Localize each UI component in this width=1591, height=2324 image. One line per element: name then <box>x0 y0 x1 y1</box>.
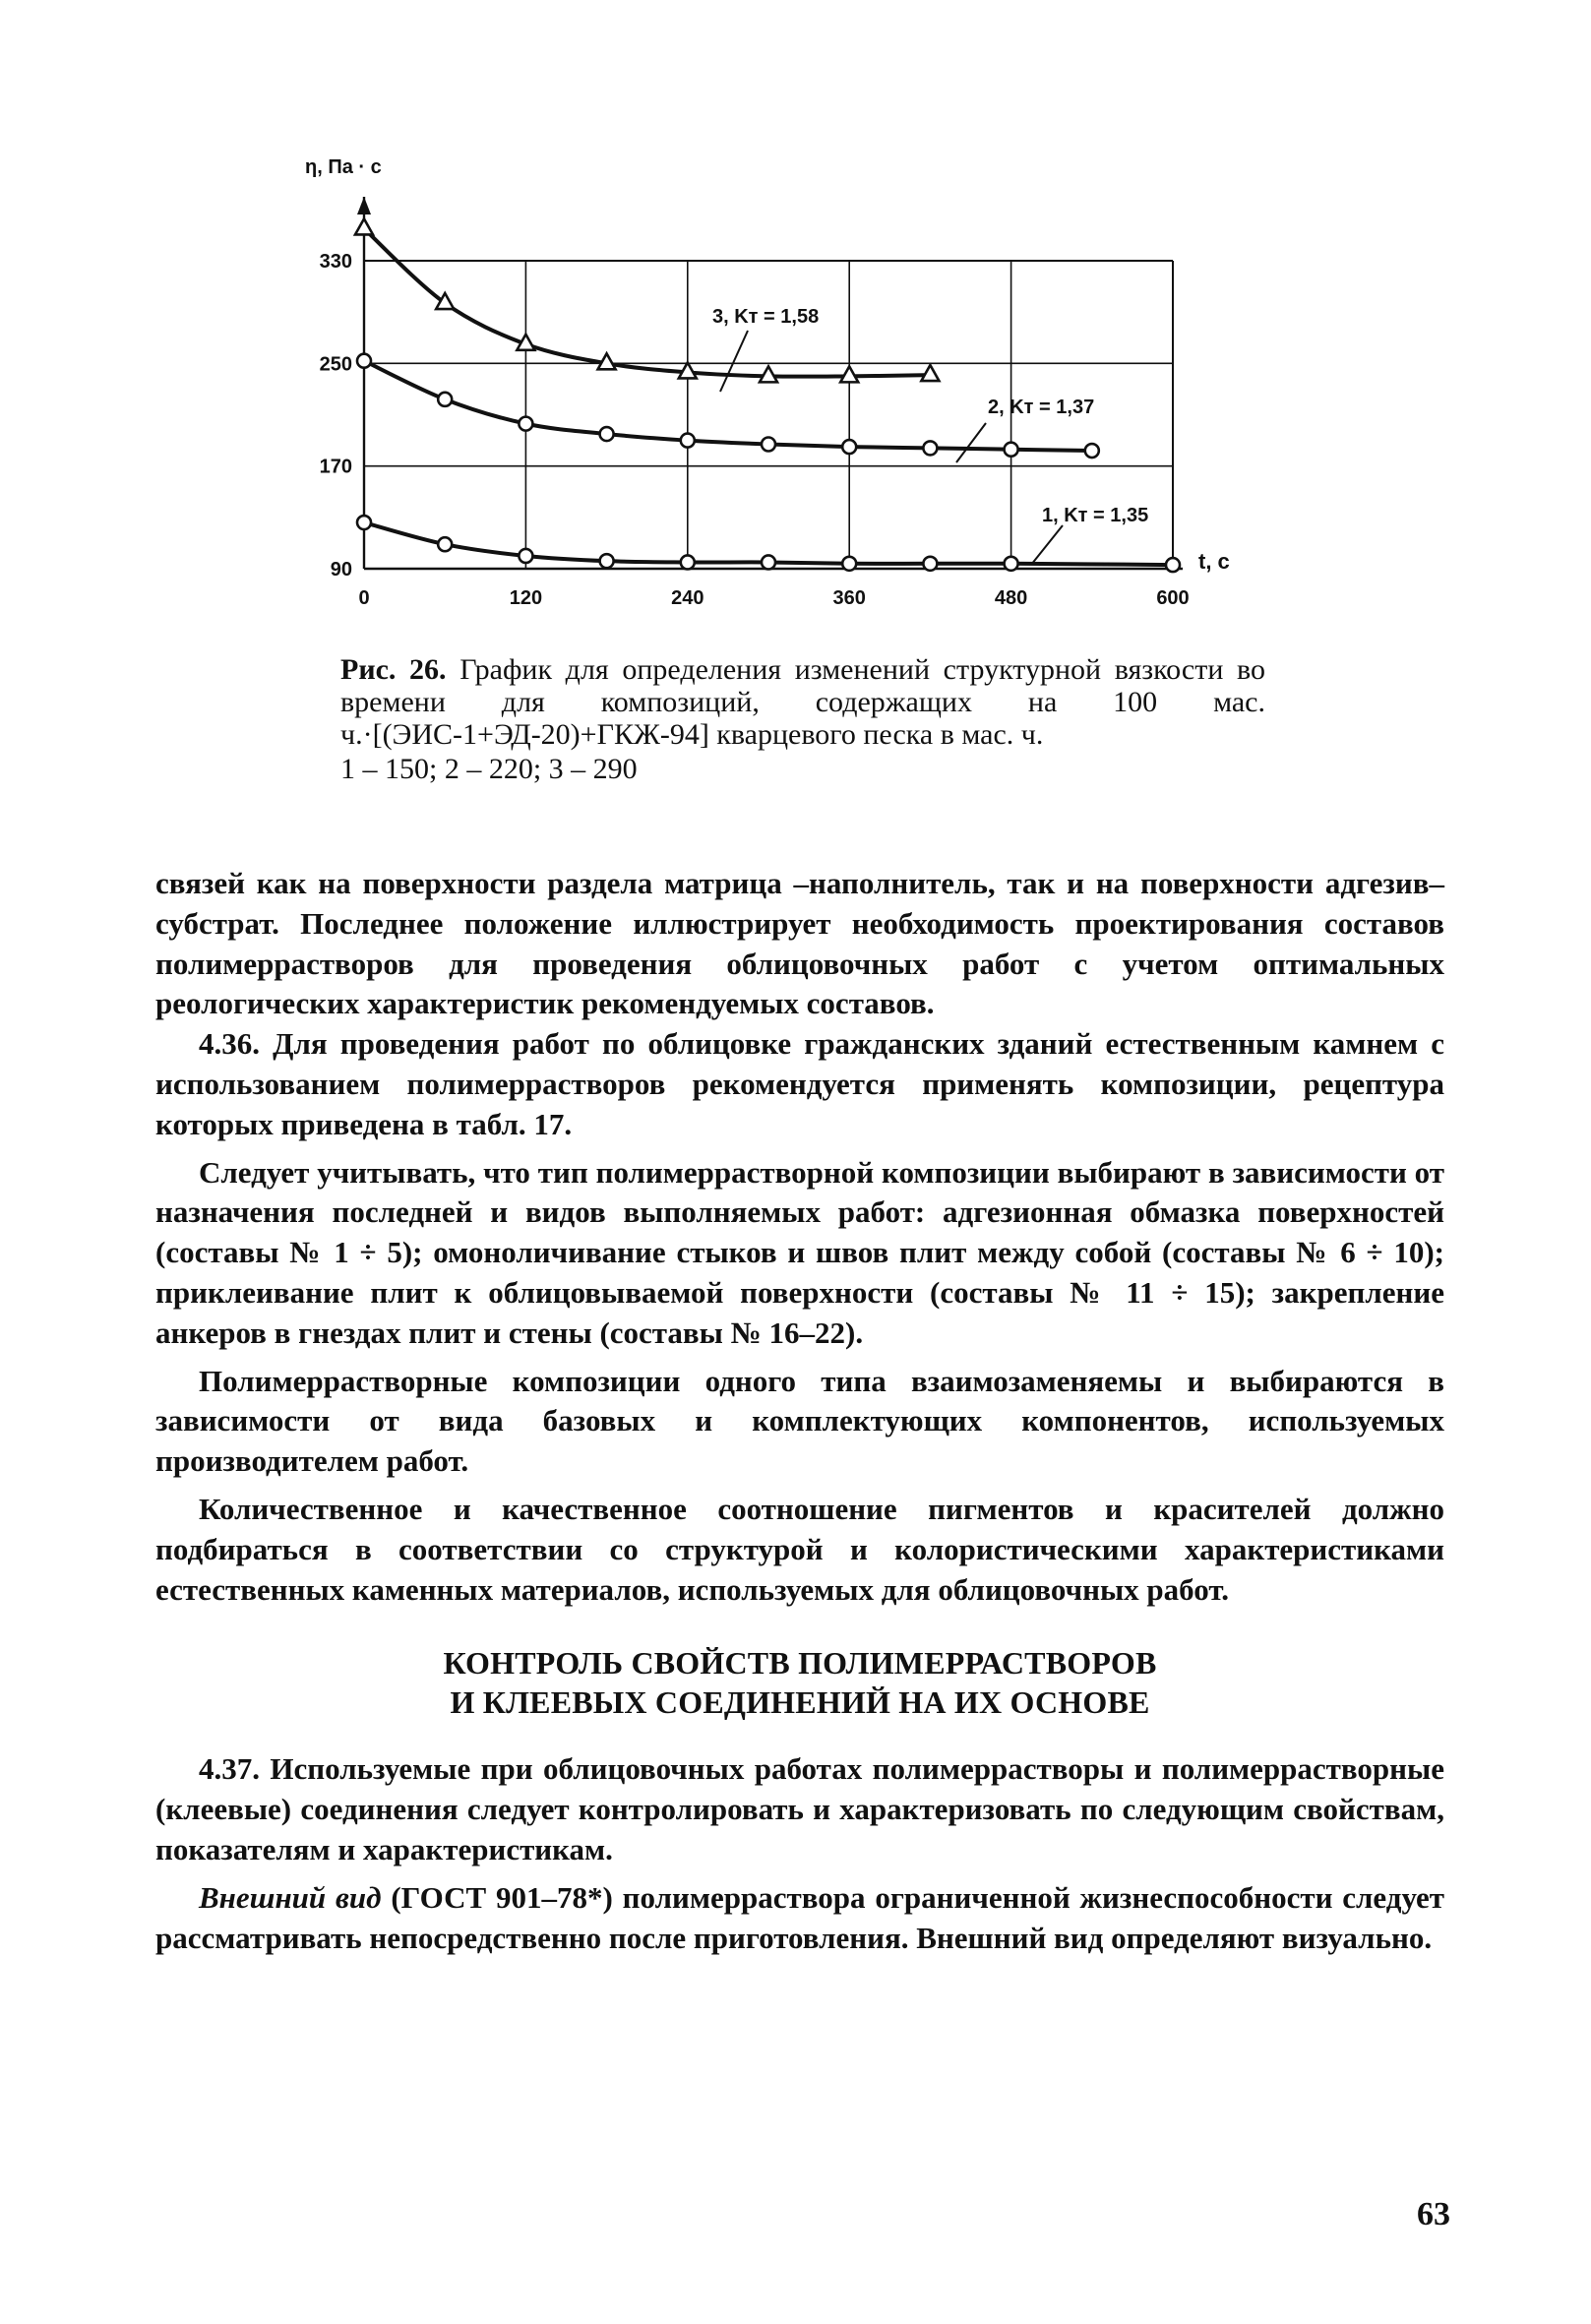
x-tick-label-360: 360 <box>832 587 866 609</box>
caption-text: График для определения изменений структурной вязкости во времени для композиций, содержащих на 100 мас. ч.·[(ЭИС-1+ЭД-20)+ГКЖ-94] кварцевого песка в мас. ч. <box>340 653 1265 751</box>
series-2-point-7 <box>923 441 937 455</box>
series-2-point-2 <box>519 417 532 431</box>
paragraph-6 <box>155 1749 1444 1869</box>
series-1-point-3 <box>600 554 614 568</box>
x-tick-label-240: 240 <box>671 587 704 609</box>
clause-number-4-36: 4.36. <box>199 1026 260 1062</box>
viscosity-chart <box>275 138 1279 649</box>
series-3-point-0 <box>355 218 373 234</box>
figure-label: Рис. 26. <box>340 653 447 686</box>
paragraph-6-text: Используемые при облицовочных работах полимеррастворы и полимеррастворные (клеевые) соединения следует контролировать и характеризовать по следующим свойствам, показателям и характеристикам. <box>155 1751 1444 1866</box>
chart-annotations <box>712 306 1148 565</box>
series-label-2: 2, Kт = 1,37 <box>988 397 1095 418</box>
series-1-point-5 <box>762 555 775 569</box>
x-tick-label-120: 120 <box>509 587 543 609</box>
paragraph-5: Количественное и качественное соотношение пигментов и красителей должно подбираться в соответствии со структурой и колористическими характеристиками естественных каменных материалов, используемых для облицовочных работ. <box>155 1491 1444 1607</box>
x-axis-label: t, c <box>1198 549 1230 574</box>
clause-number-4-37: 4.37. <box>199 1751 260 1787</box>
caption-legend: 1 – 150; 2 – 220; 3 – 290 <box>340 753 638 785</box>
heading-line-2: И КЛЕЕВЫХ СОЕДИНЕНИЙ НА ИХ ОСНОВЕ <box>450 1684 1150 1721</box>
series-2-point-6 <box>842 440 856 454</box>
series-leader-1 <box>1031 525 1063 565</box>
series-2-point-3 <box>600 427 614 441</box>
series-2-point-1 <box>438 393 452 406</box>
term-appearance: Внешний вид <box>199 1879 382 1915</box>
x-tick-label-600: 600 <box>1156 587 1190 609</box>
series-2-point-8 <box>1005 443 1018 457</box>
series-2-point-9 <box>1085 444 1099 458</box>
series-2-point-5 <box>762 437 775 451</box>
series-leader-2 <box>956 423 986 462</box>
heading-line-1: КОНТРОЛЬ СВОЙСТВ ПОЛИМЕРРАСТВОРОВ <box>443 1645 1157 1682</box>
y-tick-label-90: 90 <box>330 559 352 581</box>
paragraph-7 <box>155 1878 1444 1959</box>
x-tick-label-0: 0 <box>358 587 370 609</box>
paragraph-4: Полимеррастворные композиции одного типа взаимозаменяемы и выбираются в зависимости от вида базовых и комплектующих компонентов, используемых производителем работ. <box>155 1363 1444 1479</box>
y-axis-label: η, Па · с <box>305 156 382 178</box>
paragraph-2 <box>155 1024 1444 1144</box>
series-1-point-6 <box>842 557 856 571</box>
series-1-point-1 <box>438 537 452 551</box>
paragraph-2-text: Для проведения работ по облицовке гражданских зданий естественным камнем с использованием полимеррастворов рекомендуется применять композиции, рецептура которых приведена в табл. 17. <box>155 1026 1444 1141</box>
series-label-1: 1, Kт = 1,35 <box>1042 505 1149 526</box>
paragraph-7-text: (ГОСТ 901–78*) полимерраствора ограниченной жизнеспособности следует рассматривать непосредственно после приготовления. Внешний вид определяют визуально. <box>155 1879 1444 1955</box>
series-3-point-1 <box>436 293 454 309</box>
series-2-point-0 <box>357 354 371 368</box>
series-2-point-4 <box>681 434 695 448</box>
y-axis-arrow <box>357 197 371 214</box>
y-tick-label-330: 330 <box>319 251 352 273</box>
series-1-point-2 <box>519 549 532 563</box>
series-label-3: 3, Kт = 1,58 <box>712 306 820 328</box>
body-text <box>155 864 1444 1958</box>
series-1-point-4 <box>681 555 695 569</box>
series-1-point-7 <box>923 557 937 571</box>
series-1-point-9 <box>1166 558 1180 572</box>
x-tick-label-480: 480 <box>994 587 1028 609</box>
series-3-point-7 <box>921 365 939 381</box>
series-1-point-8 <box>1005 557 1018 571</box>
figure-caption <box>340 653 1265 785</box>
paragraph-1: связей как на поверхности раздела матрица –наполнитель, так и на поверхности адгезив–субстрат. Последнее положение иллюстрирует необходимость проектирования составов полимеррастворов для проведения облицовочных работ с учетом оптимальных реологических характеристик рекомендуемых составов. <box>155 866 1444 1021</box>
series-1-point-0 <box>357 516 371 529</box>
y-tick-label-170: 170 <box>319 456 352 478</box>
series-leader-3 <box>720 331 748 392</box>
y-tick-label-250: 250 <box>319 353 352 376</box>
section-heading <box>155 1643 1444 1722</box>
paragraph-3: Следует учитывать, что тип полимеррастворной композиции выбирают в зависимости от назначения последней и видов выполняемых работ: адгезионная обмазка поверхностей (составы № 1 ÷ 5); омоноличивание стыков и швов плит между собой (составы № 6 ÷ 10); приклеивание плит к облицовываемой поверхности (составы № 11 ÷ 15); закрепление анкеров в гнездах плит и стены (составы № 16–22). <box>155 1154 1444 1350</box>
page-number: 63 <box>1417 2196 1450 2232</box>
